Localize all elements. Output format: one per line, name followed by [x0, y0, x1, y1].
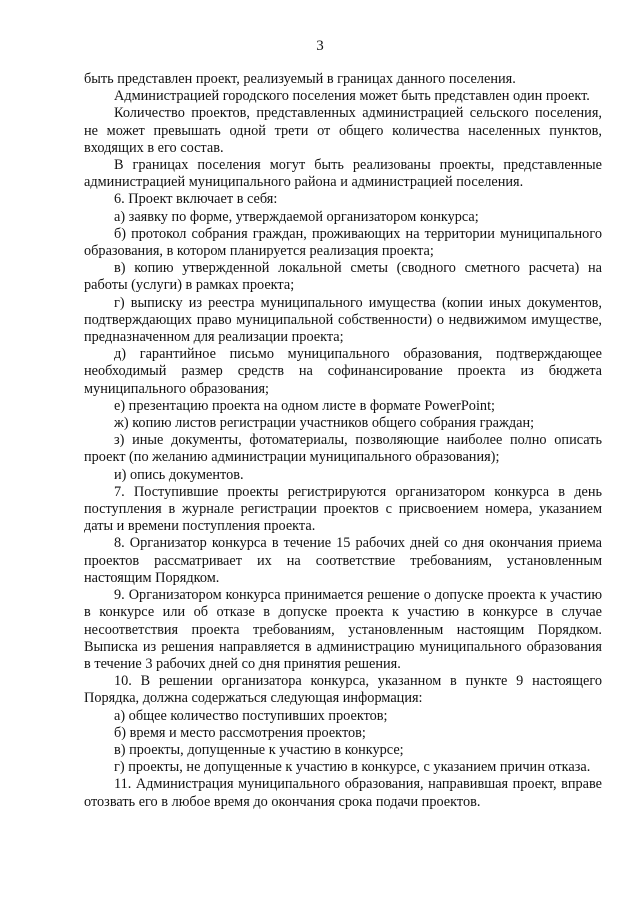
- section-item: 11. Администрация муниципального образования, направившая проект, вправе отозвать его в любое время до окончания срока подачи проектов.: [84, 776, 602, 810]
- paragraph: Администрацией городского поселения может быть представлен один проект.: [114, 88, 590, 105]
- section-item: 7. Поступившие проекты регистрируются организатором конкурса в день поступления в журнале регистрации проектов с присвоением номера, указанием даты и времени поступления проекта.: [84, 483, 602, 535]
- document-body: [84, 71, 602, 811]
- list-item: з) иные документы, фотоматериалы, позволяющие наиболее полно описать проект (по желанию администрации муниципального образования);: [84, 432, 602, 466]
- paragraph: В границах поселения могут быть реализованы проекты, представленные администрацией муниципального района и администрацией поселения.: [84, 157, 602, 191]
- list-item: ж) копию листов регистрации участников общего собрания граждан;: [114, 415, 535, 432]
- list-item: б) протокол собрания граждан, проживающих на территории муниципального образования, в котором планируется реализация проекта;: [84, 225, 602, 260]
- list-item: а) заявку по форме, утверждаемой организатором конкурса;: [114, 208, 479, 225]
- paragraph: быть представлен проект, реализуемый в границах данного поселения.: [84, 71, 516, 87]
- section-item: 8. Организатор конкурса в течение 15 рабочих дней со дня окончания приема проектов рассматривает их на соответствие требованиям, установленным настоящим Порядком.: [84, 535, 602, 586]
- section-item: 9. Организатором конкурса принимается решение о допуске проекта к участию в конкурсе или об отказе в допуске проекта к участию в конкурсе в случае несоответствия проекта требованиям, установленным настоящим Порядком. Выписка из решения направляется в администрацию муниципального образования в течение 3 рабочих дней со дня принятия решения.: [84, 587, 602, 672]
- list-item: г) выписку из реестра муниципального имущества (копии иных документов, подтверждающих право муниципальной собственности) о недвижимом имуществе, предназначенном для реализации проекта;: [84, 294, 602, 346]
- list-item: а) общее количество поступивших проектов;: [114, 707, 388, 724]
- list-item: и) опись документов.: [114, 466, 244, 483]
- list-item: е) презентацию проекта на одном листе в формате PowerPoint;: [114, 397, 496, 414]
- page-number: 3: [316, 38, 324, 54]
- list-item: г) проекты, не допущенные к участию в конкурсе, с указанием причин отказа.: [114, 759, 591, 776]
- list-item: в) проекты, допущенные к участию в конкурсе;: [114, 741, 404, 758]
- section-item: 10. В решении организатора конкурса, указанном в пункте 9 настоящего Порядка, должна содержаться следующая информация:: [84, 673, 602, 707]
- list-item: д) гарантийное письмо муниципального образования, подтверждающее необходимый размер средств на софинансирование проекта из бюджета муниципального образования;: [84, 346, 602, 397]
- list-item: б) время и место рассмотрения проектов;: [114, 724, 366, 741]
- section-item: 6. Проект включает в себя:: [114, 191, 278, 208]
- paragraph: Количество проектов, представленных администрацией сельского поселения, не может превышать одной трети от общего количества населенных пунктов, входящих в его состав.: [84, 105, 602, 156]
- list-item: в) копию утвержденной локальной сметы (сводного сметного расчета) на работы (услуги) в рамках проекта;: [84, 260, 602, 294]
